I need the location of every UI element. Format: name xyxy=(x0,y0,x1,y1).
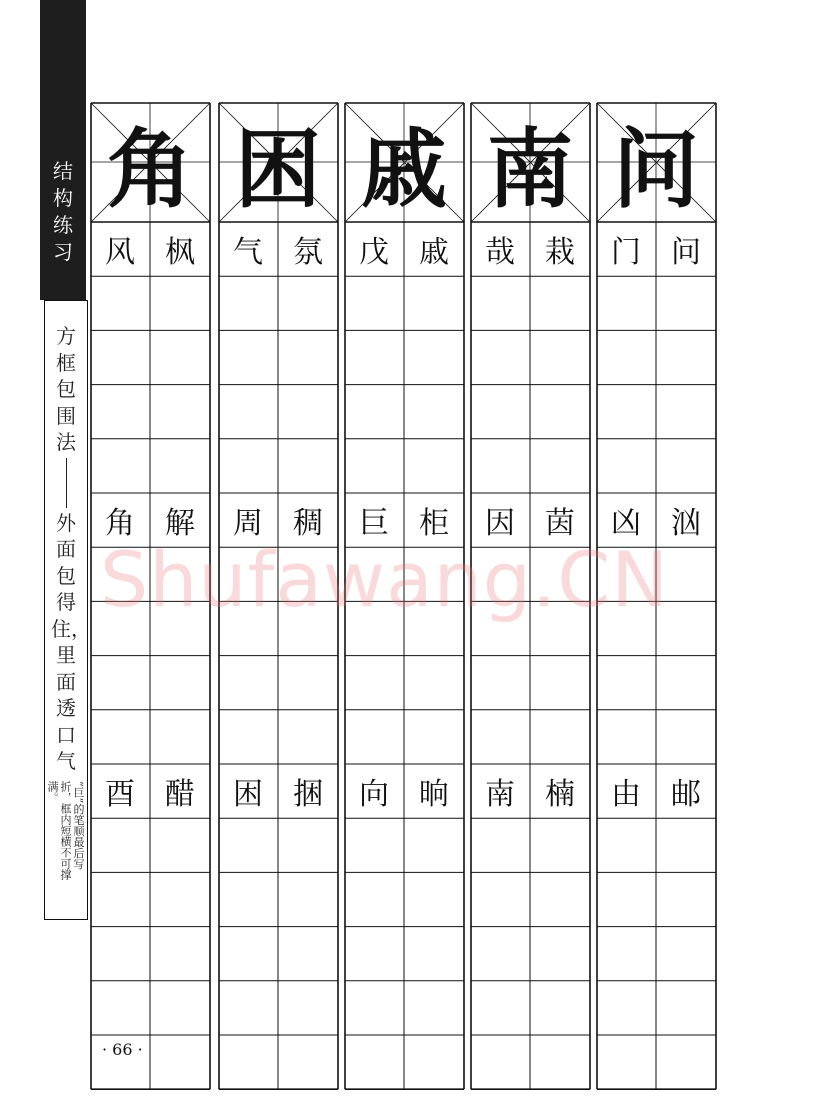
example-character: 戊 xyxy=(359,235,389,270)
example-character: 汹 xyxy=(671,506,701,541)
example-character: 氛 xyxy=(293,235,323,270)
example-character: 因 xyxy=(485,506,515,541)
sidebar-description-box xyxy=(44,300,91,920)
example-character: 门 xyxy=(611,235,641,270)
example-character: 栽 xyxy=(545,235,575,270)
example-character: 凶 xyxy=(611,506,641,541)
example-character: 周 xyxy=(233,506,263,541)
model-character: 南 xyxy=(487,119,573,220)
example-character: 酉 xyxy=(105,777,135,812)
example-character: 向 xyxy=(359,777,389,812)
example-character: 戚 xyxy=(419,235,449,270)
model-character: 问 xyxy=(613,119,699,220)
example-character: 解 xyxy=(165,506,195,541)
example-character: 晌 xyxy=(419,777,449,812)
stroke-note: “巨”的笔顺最后写折，框内短横不可撑满。 xyxy=(46,781,85,880)
example-character: 哉 xyxy=(485,235,515,270)
sidebar-section-header xyxy=(40,0,86,300)
example-character: 问 xyxy=(671,235,701,270)
page-number: · 66 · xyxy=(102,1040,143,1059)
example-character: 柜 xyxy=(419,506,449,541)
model-character: 戚 xyxy=(361,119,447,220)
section-title: 结构练习 xyxy=(53,159,73,264)
example-character: 风 xyxy=(105,235,135,270)
example-character: 角 xyxy=(105,506,135,541)
dash xyxy=(66,458,67,508)
example-character: 由 xyxy=(611,777,641,812)
example-character: 枫 xyxy=(165,235,195,270)
example-character: 气 xyxy=(233,235,263,270)
example-character: 捆 xyxy=(293,777,323,812)
example-character: 困 xyxy=(233,777,263,812)
method-description xyxy=(51,323,91,775)
method-text: 外面包得住，里面透口气 xyxy=(51,510,91,773)
example-character: 楠 xyxy=(545,777,575,812)
watermark: Shufawang.CN xyxy=(100,535,670,624)
example-character: 醋 xyxy=(165,777,195,812)
example-character: 茵 xyxy=(545,506,575,541)
example-character: 稠 xyxy=(293,506,323,541)
model-character: 角 xyxy=(107,119,193,220)
model-character: 困 xyxy=(235,119,321,220)
method-title: 方框包围法 xyxy=(56,324,76,454)
example-character: 巨 xyxy=(359,506,389,541)
example-character: 邮 xyxy=(671,777,701,812)
example-character: 南 xyxy=(485,777,515,812)
